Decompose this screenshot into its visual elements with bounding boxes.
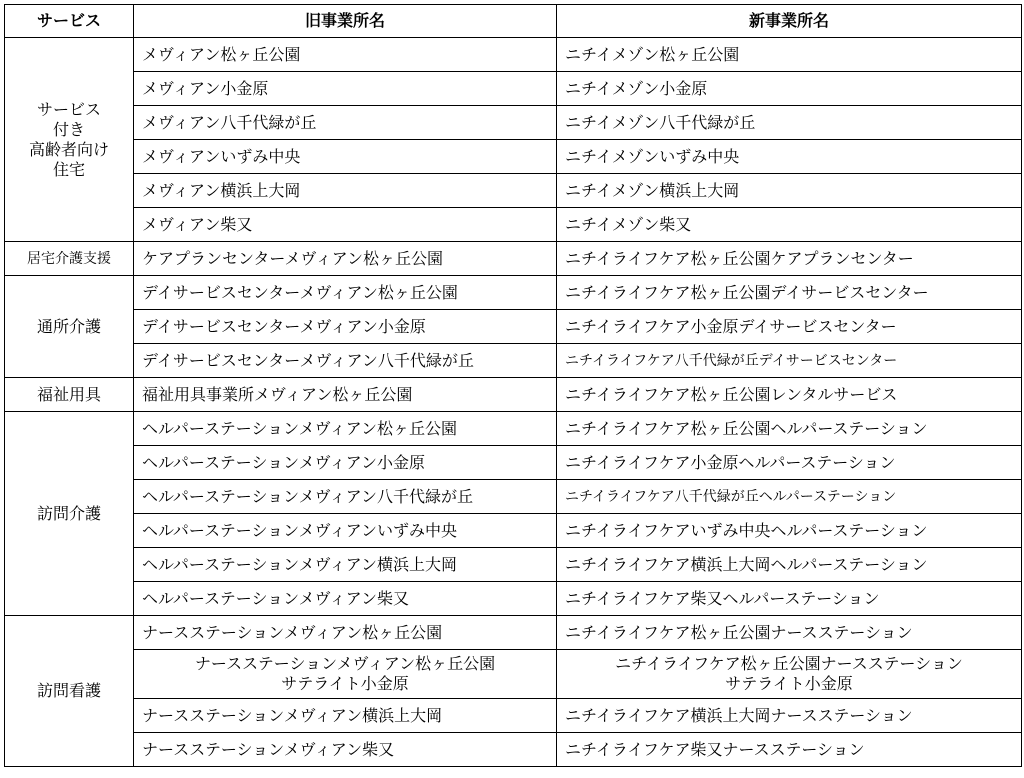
service-cell bbox=[5, 616, 134, 767]
old-name-cell: メヴィアンいずみ中央 bbox=[134, 140, 557, 174]
old-name-cell: ヘルパーステーションメヴィアン小金原 bbox=[134, 446, 557, 480]
new-name-cell: ニチイメゾン小金原 bbox=[557, 72, 1022, 106]
table-row bbox=[5, 174, 1022, 208]
service-line: 付き bbox=[52, 119, 85, 139]
service-cell bbox=[5, 38, 134, 242]
new-name-cell: ニチイライフケア松ヶ丘公園ヘルパーステーション bbox=[557, 412, 1022, 446]
table-row bbox=[5, 412, 1022, 446]
new-name-cell: ニチイメゾンいずみ中央 bbox=[557, 140, 1022, 174]
service-line: 訪問看護 bbox=[36, 681, 101, 700]
old-name-cell: ヘルパーステーションメヴィアン松ヶ丘公園 bbox=[134, 412, 557, 446]
office-name-table bbox=[4, 4, 1022, 767]
old-name-cell: ヘルパーステーションメヴィアンいずみ中央 bbox=[134, 514, 557, 548]
old-name-cell bbox=[134, 650, 557, 699]
table-row bbox=[5, 514, 1022, 548]
table-row bbox=[5, 242, 1022, 276]
service-line: 高齢者向け bbox=[28, 139, 109, 159]
old-name-line: サテライト小金原 bbox=[281, 674, 409, 693]
service-line: 訪問介護 bbox=[36, 503, 101, 523]
header-new-name: 新事業所名 bbox=[557, 5, 1022, 38]
old-name-cell: メヴィアン小金原 bbox=[134, 72, 557, 106]
table-row bbox=[5, 446, 1022, 480]
old-name-cell: 福祉用具事業所メヴィアン松ヶ丘公園 bbox=[134, 378, 557, 412]
old-name-cell: ヘルパーステーションメヴィアン横浜上大岡 bbox=[134, 548, 557, 582]
service-cell bbox=[5, 242, 134, 276]
old-name-cell: ヘルパーステーションメヴィアン八千代緑が丘 bbox=[134, 480, 557, 514]
table-row bbox=[5, 344, 1022, 378]
header-row bbox=[5, 5, 1022, 38]
table-row bbox=[5, 733, 1022, 767]
new-name-line: サテライト小金原 bbox=[725, 674, 853, 693]
new-name-cell: ニチイライフケア松ヶ丘公園デイサービスセンター bbox=[557, 276, 1022, 310]
new-name-cell: ニチイライフケア松ヶ丘公園ケアプランセンター bbox=[557, 242, 1022, 276]
service-cell bbox=[5, 412, 134, 616]
table-row bbox=[5, 378, 1022, 412]
service-cell bbox=[5, 378, 134, 412]
old-name-cell: メヴィアン横浜上大岡 bbox=[134, 174, 557, 208]
header-old-name: 旧事業所名 bbox=[134, 5, 557, 38]
old-name-cell: ナースステーションメヴィアン横浜上大岡 bbox=[134, 699, 557, 733]
old-name-cell: ヘルパーステーションメヴィアン柴又 bbox=[134, 582, 557, 616]
service-line: 福祉用具 bbox=[36, 384, 101, 404]
old-name-cell: ナースステーションメヴィアン松ヶ丘公園 bbox=[134, 616, 557, 650]
old-name-cell: メヴィアン柴又 bbox=[134, 208, 557, 242]
service-line: 住宅 bbox=[52, 159, 85, 179]
service-line: 居宅介護支援 bbox=[27, 250, 111, 267]
new-name-cell: ニチイライフケア松ヶ丘公園ナースステーション bbox=[557, 616, 1022, 650]
table-row bbox=[5, 106, 1022, 140]
service-line: 通所介護 bbox=[36, 316, 101, 336]
table-row bbox=[5, 72, 1022, 106]
new-name-cell: ニチイライフケア小金原デイサービスセンター bbox=[557, 310, 1022, 344]
new-name-cell bbox=[557, 650, 1022, 699]
old-name-cell: メヴィアン八千代緑が丘 bbox=[134, 106, 557, 140]
old-name-cell: ケアプランセンターメヴィアン松ヶ丘公園 bbox=[134, 242, 557, 276]
table-row bbox=[5, 616, 1022, 650]
header-service: サービス bbox=[5, 5, 134, 38]
table-row bbox=[5, 582, 1022, 616]
new-name-cell: ニチイメゾン柴又 bbox=[557, 208, 1022, 242]
old-name-cell: デイサービスセンターメヴィアン松ヶ丘公園 bbox=[134, 276, 557, 310]
new-name-cell: ニチイライフケア松ヶ丘公園レンタルサービス bbox=[557, 378, 1022, 412]
new-name-cell: ニチイライフケア横浜上大岡ヘルパーステーション bbox=[557, 548, 1022, 582]
new-name-cell: ニチイライフケア八千代緑が丘ヘルパーステーション bbox=[557, 480, 1022, 514]
new-name-cell: ニチイライフケア八千代緑が丘デイサービスセンター bbox=[557, 344, 1022, 378]
table-row bbox=[5, 140, 1022, 174]
service-cell bbox=[5, 276, 134, 378]
old-name-cell: デイサービスセンターメヴィアン八千代緑が丘 bbox=[134, 344, 557, 378]
table-row bbox=[5, 699, 1022, 733]
table-row bbox=[5, 480, 1022, 514]
new-name-cell: ニチイライフケア柴又ナースステーション bbox=[557, 733, 1022, 767]
table-row bbox=[5, 208, 1022, 242]
new-name-cell: ニチイメゾン松ヶ丘公園 bbox=[557, 38, 1022, 72]
old-name-cell: ナースステーションメヴィアン柴又 bbox=[134, 733, 557, 767]
new-name-cell: ニチイライフケア小金原ヘルパーステーション bbox=[557, 446, 1022, 480]
new-name-cell: ニチイライフケア横浜上大岡ナースステーション bbox=[557, 699, 1022, 733]
table-row bbox=[5, 276, 1022, 310]
new-name-cell: ニチイライフケア柴又ヘルパーステーション bbox=[557, 582, 1022, 616]
new-name-cell: ニチイライフケアいずみ中央ヘルパーステーション bbox=[557, 514, 1022, 548]
table-row bbox=[5, 310, 1022, 344]
new-name-cell: ニチイメゾン横浜上大岡 bbox=[557, 174, 1022, 208]
table-row bbox=[5, 548, 1022, 582]
old-name-line: ナースステーションメヴィアン松ヶ丘公園 bbox=[194, 654, 496, 673]
old-name-cell: デイサービスセンターメヴィアン小金原 bbox=[134, 310, 557, 344]
table-row bbox=[5, 38, 1022, 72]
old-name-cell: メヴィアン松ヶ丘公園 bbox=[134, 38, 557, 72]
table-row bbox=[5, 650, 1022, 699]
new-name-cell: ニチイメゾン八千代緑が丘 bbox=[557, 106, 1022, 140]
new-name-line: ニチイライフケア松ヶ丘公園ナースステーション bbox=[615, 654, 963, 673]
service-line: サービス bbox=[36, 99, 101, 119]
